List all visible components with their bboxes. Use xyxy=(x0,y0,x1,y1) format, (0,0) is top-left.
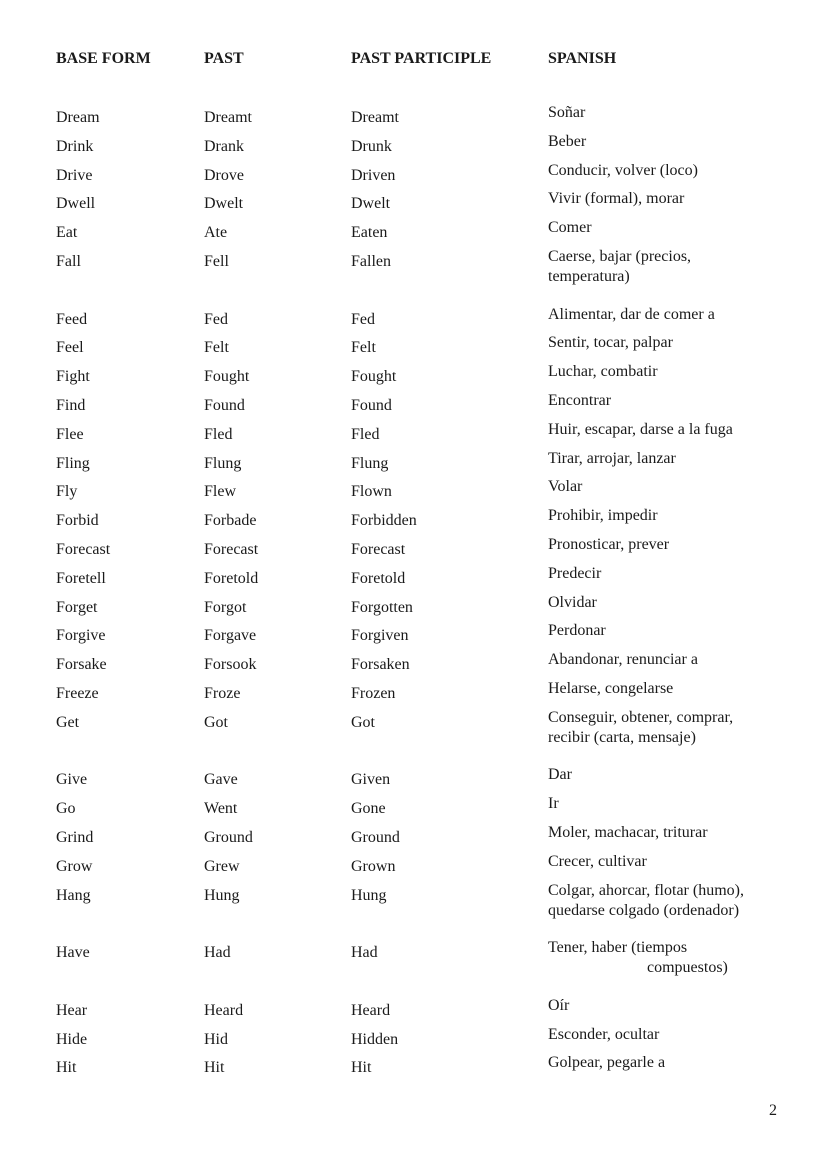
spanish-cell xyxy=(548,938,758,978)
spanish-cell xyxy=(548,506,758,526)
past-cell: Felt xyxy=(204,339,229,357)
spanish-line: Volar xyxy=(548,478,583,496)
table-row xyxy=(0,535,828,564)
table-row xyxy=(0,1025,828,1054)
base-form-cell: Flee xyxy=(56,425,84,443)
table-row xyxy=(0,765,828,794)
base-form-cell: Go xyxy=(56,800,76,818)
base-form-cell: Dwell xyxy=(56,195,96,213)
base-form-cell: Hide xyxy=(56,1030,88,1048)
table-header xyxy=(0,50,828,72)
past-participle-cell: Flown xyxy=(351,483,392,501)
spanish-line: Beber xyxy=(548,132,587,150)
past-cell: Gave xyxy=(204,771,238,789)
spanish-cell xyxy=(548,852,758,872)
past-cell: Fell xyxy=(204,252,229,270)
base-form-cell: Forget xyxy=(56,598,98,616)
past-cell: Hung xyxy=(204,886,240,904)
spanish-cell xyxy=(548,593,758,613)
past-cell: Had xyxy=(204,944,231,962)
table-row xyxy=(0,305,828,334)
base-form-cell: Fling xyxy=(56,454,90,472)
spanish-cell xyxy=(548,823,758,843)
base-form-cell: Feed xyxy=(56,310,88,328)
past-cell: Froze xyxy=(204,684,241,702)
past-cell: Went xyxy=(204,800,238,818)
past-participle-cell: Felt xyxy=(351,339,376,357)
past-cell: Heard xyxy=(204,1001,244,1019)
table-row xyxy=(0,823,828,852)
spanish-line: Dar xyxy=(548,766,572,784)
spanish-line: Vivir (formal), morar xyxy=(548,190,685,208)
spanish-line: Colgar, ahorcar, flotar (humo), xyxy=(548,881,744,899)
verb-table xyxy=(0,103,828,1082)
spanish-cell xyxy=(548,708,758,748)
base-form-cell: Fight xyxy=(56,368,90,386)
past-participle-cell: Drunk xyxy=(351,137,392,155)
spanish-cell xyxy=(548,564,758,584)
spanish-cell xyxy=(548,650,758,670)
table-row xyxy=(0,564,828,593)
spanish-cell xyxy=(548,996,758,1016)
base-form-cell: Grow xyxy=(56,857,93,875)
spanish-cell xyxy=(548,132,758,152)
past-participle-cell: Fallen xyxy=(351,252,391,270)
past-cell: Got xyxy=(204,713,228,731)
table-row xyxy=(0,506,828,535)
past-participle-cell: Hit xyxy=(351,1059,372,1077)
spanish-line: quedarse colgado (ordenador) xyxy=(548,901,740,919)
spanish-line: Huir, escapar, darse a la fuga xyxy=(548,420,733,438)
past-participle-cell: Got xyxy=(351,713,375,731)
past-cell: Foretold xyxy=(204,569,259,587)
spanish-line: Perdonar xyxy=(548,622,606,640)
past-participle-cell: Forgiven xyxy=(351,627,409,645)
spanish-line: temperatura) xyxy=(548,267,630,285)
table-row xyxy=(0,420,828,449)
past-participle-cell: Fought xyxy=(351,368,397,386)
past-cell: Fled xyxy=(204,425,233,443)
spanish-cell xyxy=(548,391,758,411)
base-form-cell: Freeze xyxy=(56,684,99,702)
table-row xyxy=(0,247,828,305)
base-form-cell: Drive xyxy=(56,166,93,184)
spanish-line: Esconder, ocultar xyxy=(548,1025,660,1043)
table-row xyxy=(0,794,828,823)
table-row xyxy=(0,362,828,391)
table-row xyxy=(0,938,828,996)
table-row xyxy=(0,132,828,161)
spanish-line: Soñar xyxy=(548,104,586,121)
base-form-cell: Give xyxy=(56,771,88,789)
past-participle-cell: Hidden xyxy=(351,1030,399,1048)
spanish-line: Encontrar xyxy=(548,391,612,409)
past-cell: Dreamt xyxy=(204,109,252,126)
table-row xyxy=(0,391,828,420)
table-row xyxy=(0,477,828,506)
spanish-line: Olvidar xyxy=(548,593,597,611)
past-cell: Forsook xyxy=(204,656,257,674)
past-participle-cell: Hung xyxy=(351,886,387,904)
past-participle-cell: Driven xyxy=(351,166,396,184)
spanish-line: Tirar, arrojar, lanzar xyxy=(548,449,676,467)
spanish-line: Sentir, tocar, palpar xyxy=(548,334,673,352)
past-cell: Forbade xyxy=(204,512,257,530)
table-row xyxy=(0,679,828,708)
base-form-cell: Forecast xyxy=(56,540,111,558)
spanish-cell xyxy=(548,420,758,440)
header-base-form: BASE FORM xyxy=(56,50,151,67)
past-participle-cell: Given xyxy=(351,771,391,789)
table-row xyxy=(0,333,828,362)
past-participle-cell: Ground xyxy=(351,828,400,846)
past-participle-cell: Found xyxy=(351,396,392,414)
base-form-cell: Fall xyxy=(56,252,81,270)
spanish-line: Luchar, combatir xyxy=(548,363,658,381)
spanish-cell xyxy=(548,161,758,181)
past-participle-cell: Forecast xyxy=(351,540,406,558)
table-row xyxy=(0,103,828,132)
table-row xyxy=(0,1053,828,1082)
base-form-cell: Grind xyxy=(56,828,94,846)
spanish-line: Comer xyxy=(548,219,592,237)
past-participle-cell: Had xyxy=(351,944,378,962)
header-past: PAST xyxy=(204,50,244,67)
base-form-cell: Forsake xyxy=(56,656,107,674)
past-participle-cell: Dreamt xyxy=(351,109,399,126)
spanish-cell xyxy=(548,794,758,814)
base-form-cell: Find xyxy=(56,396,86,414)
spanish-cell xyxy=(548,218,758,238)
spanish-line: Helarse, congelarse xyxy=(548,679,674,697)
spanish-line: Alimentar, dar de comer a xyxy=(548,305,715,323)
past-participle-cell: Frozen xyxy=(351,684,396,702)
base-form-cell: Have xyxy=(56,944,90,962)
table-row xyxy=(0,449,828,478)
spanish-line: Oír xyxy=(548,996,570,1014)
base-form-cell: Hit xyxy=(56,1059,77,1077)
spanish-line: Caerse, bajar (precios, xyxy=(548,247,692,265)
past-cell: Forgot xyxy=(204,598,247,616)
base-form-cell: Feel xyxy=(56,339,84,357)
past-participle-cell: Forbidden xyxy=(351,512,417,530)
past-cell: Ground xyxy=(204,828,253,846)
header-spanish: SPANISH xyxy=(548,50,617,67)
table-row xyxy=(0,708,828,766)
past-cell: Found xyxy=(204,396,245,414)
table-row xyxy=(0,852,828,881)
spanish-line: Tener, haber (tiempos xyxy=(548,939,688,957)
past-participle-cell: Gone xyxy=(351,800,386,818)
spanish-cell xyxy=(548,881,758,921)
base-form-cell: Hang xyxy=(56,886,91,904)
spanish-line: Prohibir, impedir xyxy=(548,507,658,525)
past-participle-cell: Forsaken xyxy=(351,656,410,674)
spanish-line: Conducir, volver (loco) xyxy=(548,161,698,179)
spanish-line: Abandonar, renunciar a xyxy=(548,651,698,669)
spanish-cell xyxy=(548,103,758,123)
base-form-cell: Forbid xyxy=(56,512,99,530)
table-row xyxy=(0,161,828,190)
past-participle-cell: Fled xyxy=(351,425,380,443)
base-form-cell: Forgive xyxy=(56,627,106,645)
spanish-line: Pronosticar, prever xyxy=(548,535,670,553)
spanish-line: Predecir xyxy=(548,564,602,582)
table-row xyxy=(0,621,828,650)
spanish-cell xyxy=(548,535,758,555)
past-cell: Forecast xyxy=(204,540,259,558)
spanish-line: Crecer, cultivar xyxy=(548,852,647,870)
past-cell: Drank xyxy=(204,137,244,155)
past-cell: Fought xyxy=(204,368,250,386)
spanish-cell xyxy=(548,449,758,469)
past-cell: Forgave xyxy=(204,627,257,645)
past-participle-cell: Flung xyxy=(351,454,389,472)
page-number: 2 xyxy=(769,1102,777,1119)
past-participle-cell: Grown xyxy=(351,857,396,875)
table-row xyxy=(0,881,828,939)
past-cell: Flung xyxy=(204,454,242,472)
table-row xyxy=(0,650,828,679)
spanish-line: Moler, machacar, triturar xyxy=(548,823,708,841)
past-participle-cell: Fed xyxy=(351,310,375,328)
base-form-cell: Dream xyxy=(56,109,100,126)
past-cell: Dwelt xyxy=(204,195,244,213)
base-form-cell: Drink xyxy=(56,137,94,155)
table-row xyxy=(0,189,828,218)
spanish-cell xyxy=(548,621,758,641)
spanish-cell xyxy=(548,765,758,785)
past-participle-cell: Foretold xyxy=(351,569,406,587)
spanish-cell xyxy=(548,189,758,209)
spanish-cell xyxy=(548,1025,758,1045)
spanish-cell xyxy=(548,679,758,699)
past-cell: Fed xyxy=(204,310,228,328)
spanish-line: Ir xyxy=(548,795,559,813)
past-participle-cell: Heard xyxy=(351,1001,391,1019)
spanish-cell xyxy=(548,362,758,382)
spanish-cell xyxy=(548,477,758,497)
spanish-cell xyxy=(548,247,758,287)
spanish-line: compuestos) xyxy=(647,959,728,977)
base-form-cell: Foretell xyxy=(56,569,106,587)
base-form-cell: Fly xyxy=(56,483,78,501)
base-form-cell: Hear xyxy=(56,1001,88,1019)
past-cell: Flew xyxy=(204,483,236,501)
past-cell: Hit xyxy=(204,1059,225,1077)
past-participle-cell: Forgotten xyxy=(351,598,413,616)
spanish-cell xyxy=(548,333,758,353)
past-participle-cell: Dwelt xyxy=(351,195,391,213)
spanish-line: recibir (carta, mensaje) xyxy=(548,728,696,746)
spanish-line: Conseguir, obtener, comprar, xyxy=(548,708,734,726)
spanish-cell xyxy=(548,305,758,325)
past-participle-cell: Eaten xyxy=(351,224,388,242)
spanish-line: Golpear, pegarle a xyxy=(548,1054,666,1072)
spanish-cell xyxy=(548,1053,758,1073)
base-form-cell: Get xyxy=(56,713,80,731)
past-cell: Hid xyxy=(204,1030,228,1048)
base-form-cell: Eat xyxy=(56,224,78,242)
table-row xyxy=(0,593,828,622)
past-cell: Drove xyxy=(204,166,244,184)
header-past-participle: PAST PARTICIPLE xyxy=(351,50,492,67)
past-cell: Ate xyxy=(204,224,228,242)
table-row xyxy=(0,218,828,247)
table-row xyxy=(0,996,828,1025)
past-cell: Grew xyxy=(204,857,240,875)
